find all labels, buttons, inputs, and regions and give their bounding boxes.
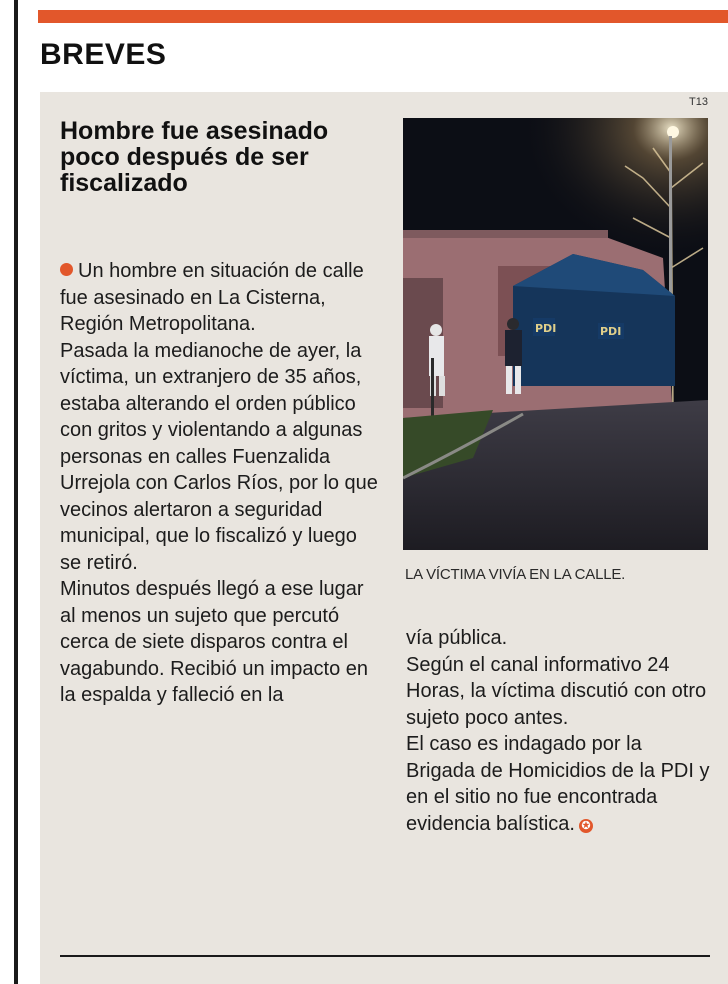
photo-sign-text: PDI [600, 325, 622, 338]
article-paragraph: Minutos después llegó a ese lugar al menos un sujeto que percutó cerca de siete disparos contra el vagabundo. Recibió un impacto en la espalda y falleció en la [60, 578, 368, 706]
article-paragraph: Pasada la medianoche de ayer, la víctima, un extranjero de 35 años, estaba alterando el orden público con gritos y violentando a algunas personas en calles Fuenzalida Urrejola con Carlos Ríos, por lo que vecinos alertaron a seguridad municipal, que lo fiscalizó y luego se retiró. [60, 339, 378, 574]
article-photo [403, 118, 708, 550]
paragraph-text: El caso es indagado por la Brigada de Homicidios de la PDI y en el sitio no fue encontrada evidencia balística. [406, 733, 710, 835]
photo-credit: T13 [689, 96, 708, 108]
article-headline: Hombre fue asesinado poco después de ser fiscalizado [60, 117, 329, 197]
bullet-dot-icon [60, 263, 73, 276]
photo-caption: LA VÍCTIMA VIVÍA EN LA CALLE. [405, 566, 626, 583]
bottom-divider [60, 955, 710, 957]
article-body-right [406, 625, 711, 837]
section-accent-bar [38, 10, 728, 23]
page-divider-left [14, 0, 18, 984]
article-body-left [60, 258, 380, 709]
photo-sign-text: PDI [535, 322, 557, 335]
section-title: BREVES [40, 38, 167, 71]
article-paragraph: Según el canal informativo 24 Horas, la víctima discutió con otro sujeto poco antes. [406, 653, 707, 729]
article-paragraph: vía pública. [406, 627, 508, 649]
article-paragraph [406, 731, 711, 837]
article-paragraph [60, 258, 380, 338]
night-crime-scene-image [403, 118, 708, 550]
end-of-article-icon: ✪ [579, 819, 593, 833]
paragraph-text: Un hombre en situación de calle fue asesinado en La Cisterna, Región Metropolitana. [60, 260, 364, 335]
